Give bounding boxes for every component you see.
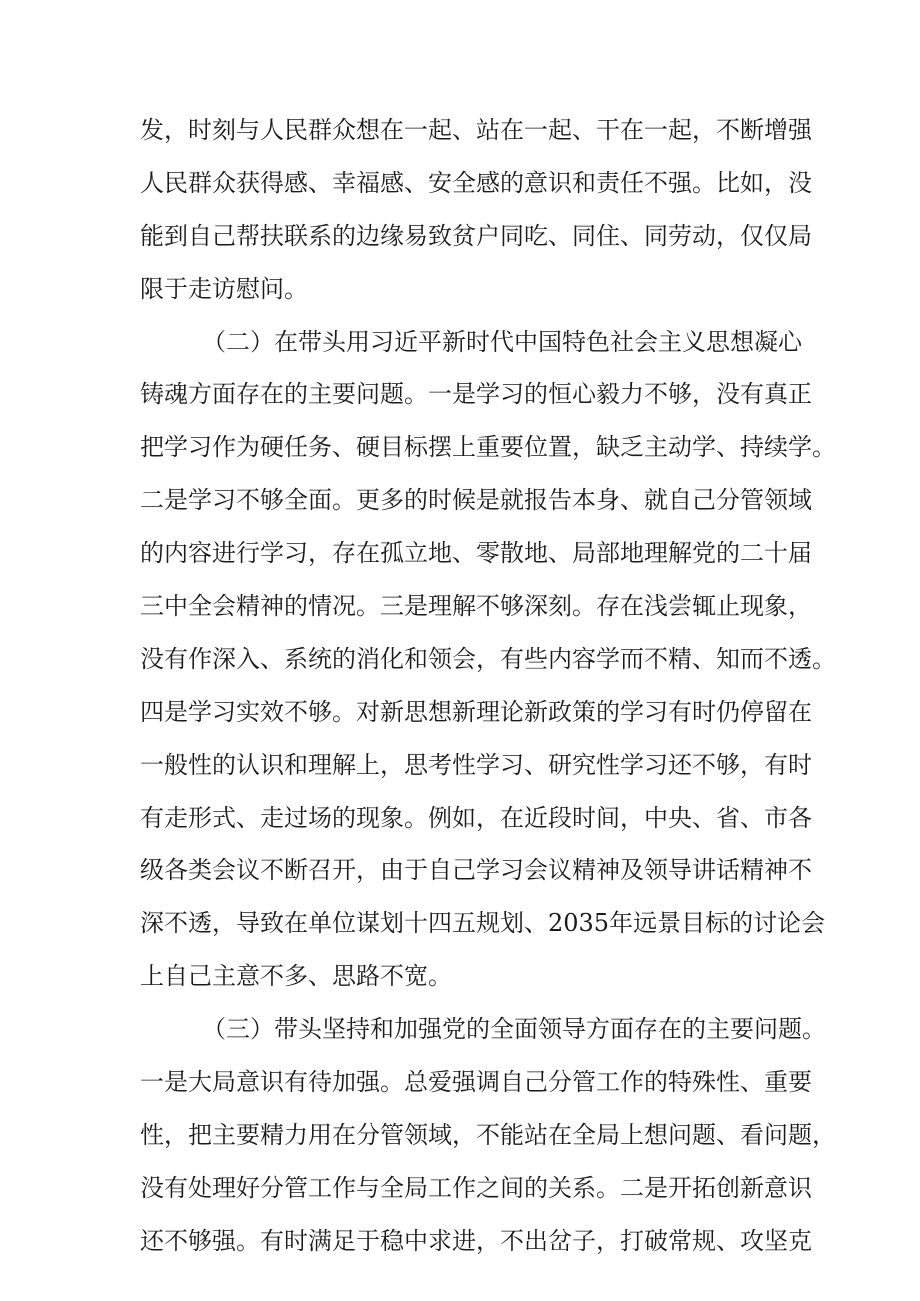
text-line: 性，把主要精力用在分管领域，不能站在全局上想问题、看问题， — [140, 1120, 836, 1149]
text-line: 还不够强。有时满足于稳中求进，不出岔子，打破常规、攻坚克 — [140, 1226, 812, 1255]
text-line: 人民群众获得感、幸福感、安全感的意识和责任不强。比如，没 — [140, 168, 812, 197]
text-line: 把学习作为硬任务、硬目标摆上重要位置，缺乏主动学、持续学。 — [140, 433, 836, 462]
text-line: 发，时刻与人民群众想在一起、站在一起、干在一起，不断增强 — [140, 116, 812, 144]
text-line: 三中全会精神的情况。三是理解不够深刻。存在浅尝辄止现象， — [140, 592, 812, 621]
document-body — [140, 104, 836, 1268]
text-line: 一般性的认识和理解上，思考性学习、研究性学习还不够，有时 — [140, 750, 812, 779]
text-line: 能到自己帮扶联系的边缘易致贫户同吃、同住、同劳动，仅仅局 — [140, 221, 812, 250]
section-heading-line: （三）带头坚持和加强党的全面领导方面存在的主要问题。 — [202, 1015, 826, 1044]
text-line: 级各类会议不断召开，由于自己学习会议精神及领导讲话精神不 — [140, 856, 812, 885]
section-heading-line: （二）在带头用习近平新时代中国特色社会主义思想凝心 — [202, 327, 802, 356]
text-line: 有走形式、走过场的现象。例如，在近段时间，中央、省、市各 — [140, 803, 812, 832]
text-line: 二是学习不够全面。更多的时候是就报告本身、就自己分管领域 — [140, 486, 812, 515]
text-line: 没有作深入、系统的消化和领会，有些内容学而不精、知而不透。 — [140, 644, 836, 673]
text-line: 深不透，导致在单位谋划十四五规划、2035年远景目标的讨论会 — [140, 909, 826, 938]
text-line: 的内容进行学习，存在孤立地、零散地、局部地理解党的二十届 — [140, 539, 812, 568]
text-line: 一是大局意识有待加强。总爱强调自己分管工作的特殊性、重要 — [140, 1068, 812, 1097]
text-line: 限于走访慰问。 — [140, 274, 308, 303]
text-line: 没有处理好分管工作与全局工作之间的关系。二是开拓创新意识 — [140, 1173, 812, 1202]
text-line: 铸魂方面存在的主要问题。一是学习的恒心毅力不够，没有真正 — [140, 380, 812, 409]
text-line: 上自己主意不多、思路不宽。 — [140, 962, 452, 991]
text-line: 四是学习实效不够。对新思想新理论新政策的学习有时仍停留在 — [140, 697, 812, 726]
